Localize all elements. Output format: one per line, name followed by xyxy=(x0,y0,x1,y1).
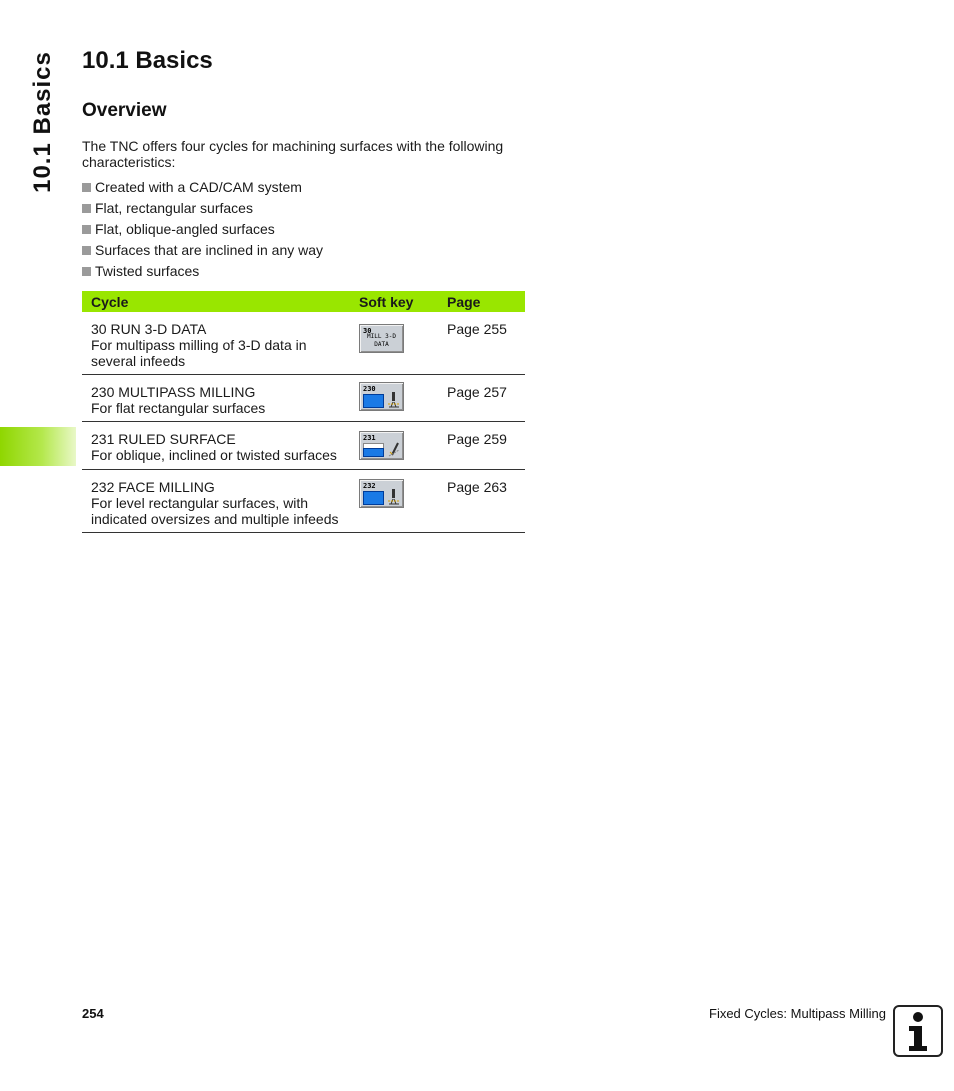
softkey-mill-3d-data[interactable]: 30 MILL 3-D DATA xyxy=(359,324,404,353)
column-header-page: Page xyxy=(447,293,481,310)
info-icon xyxy=(893,1005,943,1057)
list-item: Surfaces that are inclined in any way xyxy=(82,242,323,263)
bullet-square-icon xyxy=(82,246,91,255)
cycle-cell: 230 MULTIPASS MILLING For flat rectangular surfaces xyxy=(91,384,266,416)
softkey-multipass-milling[interactable]: 230 xyxy=(359,382,404,411)
list-item: Created with a CAD/CAM system xyxy=(82,179,323,200)
chapter-tab-marker xyxy=(0,427,76,466)
softkey-face-milling[interactable]: 232 xyxy=(359,479,404,508)
face-milling-tool-icon xyxy=(388,489,400,505)
softkey-ruled-surface[interactable]: 231 xyxy=(359,431,404,460)
page-reference[interactable]: Page 257 xyxy=(447,384,507,400)
column-header-cycle: Cycle xyxy=(91,293,129,310)
table-row xyxy=(82,422,525,470)
inclined-tool-icon xyxy=(388,441,400,457)
section-title: Overview xyxy=(82,100,167,121)
bullet-square-icon xyxy=(82,183,91,192)
page-title: 10.1 Basics xyxy=(82,47,213,74)
cycle-cell: 232 FACE MILLING For level rectangular surfaces, with indicated oversizes and multiple infeeds xyxy=(91,479,339,527)
milling-tool-icon xyxy=(388,392,400,408)
ruled-surface-icon xyxy=(363,448,384,457)
characteristics-list xyxy=(82,179,323,284)
table-row xyxy=(82,470,525,533)
page-reference[interactable]: Page 259 xyxy=(447,431,507,447)
cycles-table xyxy=(82,291,525,533)
footer-chapter-title: Fixed Cycles: Multipass Milling xyxy=(709,1006,886,1021)
table-row xyxy=(82,375,525,422)
page-reference[interactable]: Page 255 xyxy=(447,321,507,337)
page-reference[interactable]: Page 263 xyxy=(447,479,507,495)
page-number: 254 xyxy=(82,1006,104,1021)
table-row xyxy=(82,312,525,375)
side-chapter-title: 10.1 Basics xyxy=(29,51,56,193)
table-header xyxy=(82,291,525,312)
cycle-cell: 30 RUN 3-D DATA For multipass milling of 3-D data in several infeeds xyxy=(91,321,307,369)
column-header-softkey: Soft key xyxy=(359,293,414,310)
bullet-square-icon xyxy=(82,204,91,213)
intro-paragraph: The TNC offers four cycles for machining surfaces with the following characteristics: xyxy=(82,138,504,170)
bullet-square-icon xyxy=(82,267,91,276)
list-item: Flat, rectangular surfaces xyxy=(82,200,323,221)
workpiece-rectangle-icon xyxy=(363,491,384,505)
workpiece-rectangle-icon xyxy=(363,394,384,408)
cycle-cell: 231 RULED SURFACE For oblique, inclined or twisted surfaces xyxy=(91,431,337,463)
list-item: Twisted surfaces xyxy=(82,263,323,284)
bullet-square-icon xyxy=(82,225,91,234)
list-item: Flat, oblique-angled surfaces xyxy=(82,221,323,242)
